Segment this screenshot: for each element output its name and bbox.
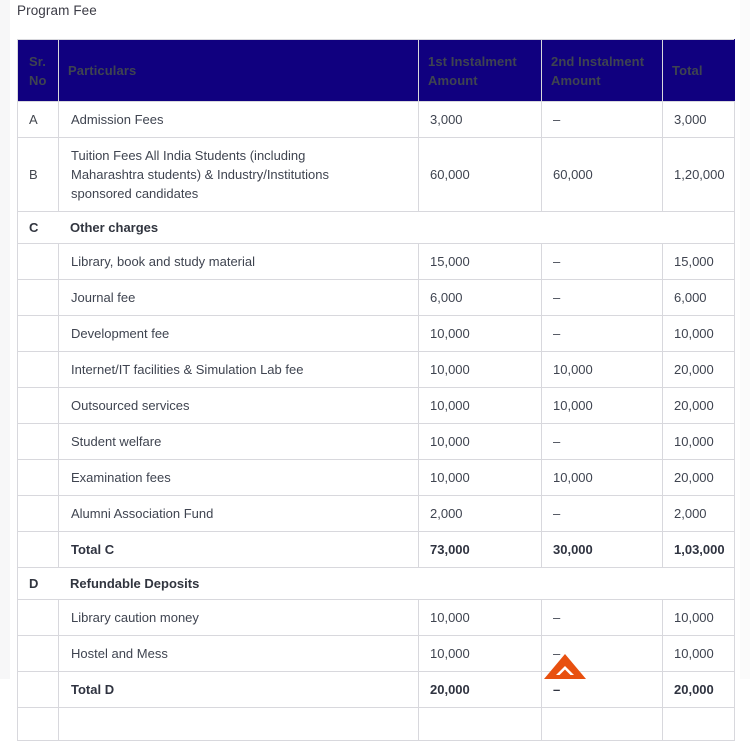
column-header-sr-no xyxy=(18,40,59,102)
cell-instalment-1: 10,000 xyxy=(419,352,542,388)
cell-total: 20,000 xyxy=(663,352,735,388)
cell-instalment-2: – xyxy=(542,636,663,672)
table-row xyxy=(18,600,735,636)
cell-particulars: Examination fees xyxy=(59,460,419,496)
column-header-sr-no-line1: Sr. xyxy=(29,53,46,69)
cell-instalment-2: – xyxy=(542,496,663,532)
cell-instalment-2: 60,000 xyxy=(542,138,663,212)
cell-particulars-line: Tuition Fees All India Students (including xyxy=(71,148,306,163)
table-section-letter: C xyxy=(29,220,39,235)
cell-total: 10,000 xyxy=(663,424,735,460)
table-row xyxy=(18,496,735,532)
cell-sr-no xyxy=(18,352,59,388)
cell-instalment-2 xyxy=(542,708,663,741)
cell-instalment-1: 10,000 xyxy=(419,316,542,352)
cell-particulars-line: sponsored candidates xyxy=(71,186,199,201)
cell-total: 1,03,000 xyxy=(663,532,735,568)
table-total-row xyxy=(18,532,735,568)
cell-instalment-2: – xyxy=(542,316,663,352)
table-section-label: Refundable Deposits xyxy=(70,576,200,591)
cell-instalment-2: 10,000 xyxy=(542,460,663,496)
table-row xyxy=(18,388,735,424)
cell-sr-no: A xyxy=(18,102,59,138)
chevron-up-icon xyxy=(543,653,587,679)
cell-sr-no xyxy=(18,424,59,460)
cell-particulars: Journal fee xyxy=(59,280,419,316)
cell-total: 15,000 xyxy=(663,244,735,280)
column-header-instalment-2-line1: 2nd Instalment xyxy=(551,53,645,69)
table-row xyxy=(18,244,735,280)
column-header-particulars: Particulars xyxy=(59,40,419,102)
cell-total: 10,000 xyxy=(663,636,735,672)
cell-particulars: Total D xyxy=(59,672,419,708)
cell-particulars xyxy=(59,708,419,741)
cell-total: 20,000 xyxy=(663,388,735,424)
cell-sr-no xyxy=(18,600,59,636)
cell-particulars: Library caution money xyxy=(59,600,419,636)
cell-instalment-1: 15,000 xyxy=(419,244,542,280)
column-header-instalment-2 xyxy=(542,40,663,102)
cell-instalment-1: 10,000 xyxy=(419,636,542,672)
cell-sr-no xyxy=(18,672,59,708)
table-section-letter: D xyxy=(29,576,39,591)
cell-instalment-1: 10,000 xyxy=(419,388,542,424)
cell-instalment-1: 10,000 xyxy=(419,460,542,496)
table-row xyxy=(18,424,735,460)
cell-total: 20,000 xyxy=(663,672,735,708)
cell-instalment-2: – xyxy=(542,244,663,280)
cell-total: 20,000 xyxy=(663,460,735,496)
cell-particulars: Internet/IT facilities & Simulation Lab fee xyxy=(59,352,419,388)
cell-instalment-2: – xyxy=(542,672,663,708)
cell-instalment-2: – xyxy=(542,600,663,636)
cell-particulars: Admission Fees xyxy=(59,102,419,138)
program-fee-table-container xyxy=(17,39,734,741)
cell-instalment-1: 73,000 xyxy=(419,532,542,568)
column-header-total: Total xyxy=(663,40,735,102)
cell-sr-no xyxy=(18,636,59,672)
cell-sr-no xyxy=(18,496,59,532)
cell-instalment-2: 10,000 xyxy=(542,388,663,424)
page-gutter-left xyxy=(0,0,10,679)
cell-instalment-2: 30,000 xyxy=(542,532,663,568)
table-header-row xyxy=(18,40,735,102)
cell-sr-no xyxy=(18,244,59,280)
cell-total xyxy=(663,708,735,741)
cell-particulars xyxy=(59,138,419,212)
cell-instalment-1: 60,000 xyxy=(419,138,542,212)
cell-particulars: Library, book and study material xyxy=(59,244,419,280)
cell-particulars-line: Maharashtra students) & Industry/Institutions xyxy=(71,167,329,182)
table-row xyxy=(18,352,735,388)
table-section-row xyxy=(18,212,735,244)
table-total-row xyxy=(18,672,735,708)
table-row xyxy=(18,460,735,496)
cell-total: 3,000 xyxy=(663,102,735,138)
table-row xyxy=(18,102,735,138)
cell-sr-no xyxy=(18,532,59,568)
cell-instalment-2: – xyxy=(542,280,663,316)
cell-total: 1,20,000 xyxy=(663,138,735,212)
cell-sr-no xyxy=(18,708,59,741)
program-fee-table xyxy=(17,39,735,741)
cell-total: 2,000 xyxy=(663,496,735,532)
cell-sr-no xyxy=(18,316,59,352)
cell-instalment-1: 6,000 xyxy=(419,280,542,316)
cell-total: 6,000 xyxy=(663,280,735,316)
cell-total: 10,000 xyxy=(663,600,735,636)
cell-instalment-2: 10,000 xyxy=(542,352,663,388)
table-row xyxy=(18,316,735,352)
table-section-label: Other charges xyxy=(70,220,159,235)
cell-instalment-1: 20,000 xyxy=(419,672,542,708)
cell-particulars: Student welfare xyxy=(59,424,419,460)
page-gutter-right xyxy=(740,0,750,679)
table-row xyxy=(18,280,735,316)
cell-instalment-1: 10,000 xyxy=(419,424,542,460)
cell-particulars: Hostel and Mess xyxy=(59,636,419,672)
cell-particulars: Outsourced services xyxy=(59,388,419,424)
column-header-instalment-1-line2: Amount xyxy=(428,72,478,88)
column-header-sr-no-line2: No xyxy=(29,72,47,88)
column-header-instalment-2-line2: Amount xyxy=(551,72,601,88)
cell-instalment-1: 3,000 xyxy=(419,102,542,138)
cell-sr-no xyxy=(18,280,59,316)
cell-instalment-2: – xyxy=(542,424,663,460)
table-header xyxy=(18,40,735,102)
table-section-cell xyxy=(18,568,735,600)
cell-total: 10,000 xyxy=(663,316,735,352)
cell-sr-no xyxy=(18,388,59,424)
cell-instalment-1 xyxy=(419,708,542,741)
column-header-instalment-1 xyxy=(419,40,542,102)
table-row xyxy=(18,708,735,741)
column-header-instalment-1-line1: 1st Instalment xyxy=(428,53,517,69)
table-row xyxy=(18,636,735,672)
table-row xyxy=(18,138,735,212)
page-title: Program Fee xyxy=(17,3,97,18)
back-to-top-button[interactable] xyxy=(543,653,587,679)
cell-particulars: Total C xyxy=(59,532,419,568)
table-body xyxy=(18,102,735,741)
cell-instalment-2: – xyxy=(542,102,663,138)
cell-instalment-1: 2,000 xyxy=(419,496,542,532)
table-section-cell xyxy=(18,212,735,244)
cell-particulars: Alumni Association Fund xyxy=(59,496,419,532)
cell-sr-no xyxy=(18,460,59,496)
table-section-row xyxy=(18,568,735,600)
cell-instalment-1: 10,000 xyxy=(419,600,542,636)
cell-particulars: Development fee xyxy=(59,316,419,352)
cell-sr-no: B xyxy=(18,138,59,212)
